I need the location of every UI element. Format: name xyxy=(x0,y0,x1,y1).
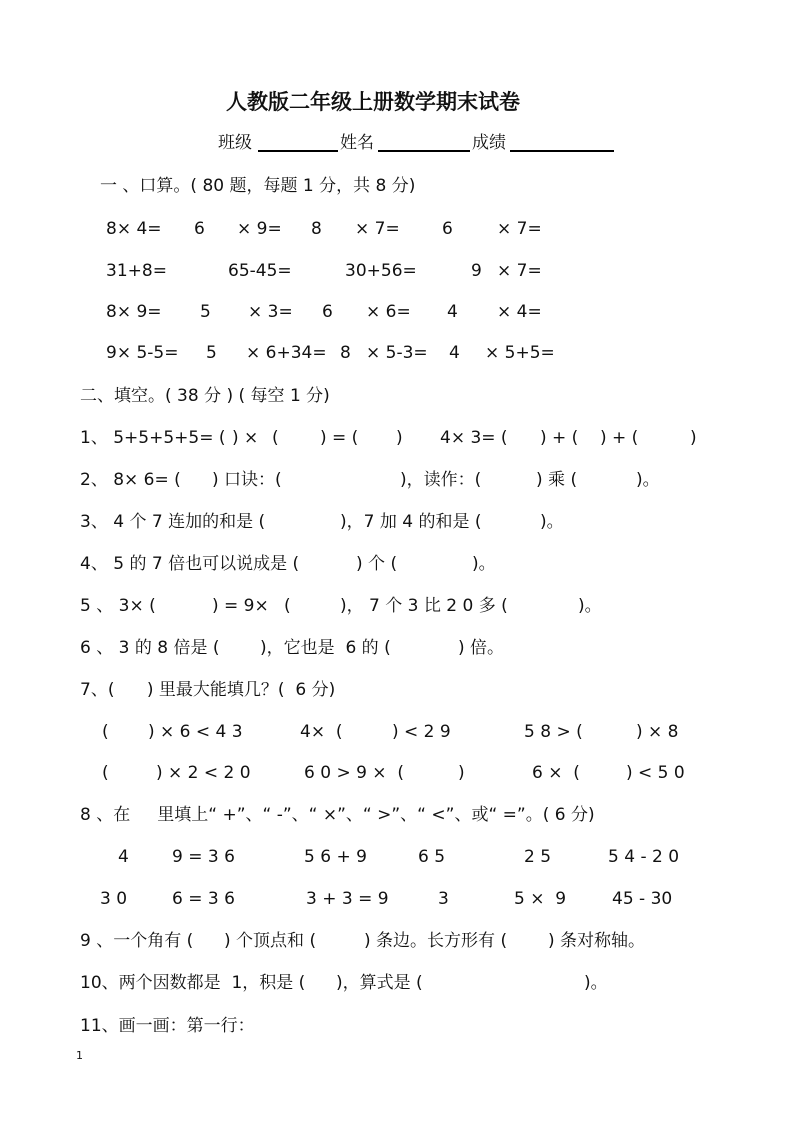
oral-item: 6 xyxy=(442,219,453,239)
oral-item: 31+8= xyxy=(106,261,167,281)
q1-part: 4× 3= ( xyxy=(440,428,508,448)
q8-item: 3 xyxy=(438,889,449,909)
q8-item: 3 0 xyxy=(100,889,128,909)
q1-part: ) + ( xyxy=(540,428,579,448)
q7-item: 5 8 > ( xyxy=(524,722,583,742)
oral-item: 8 xyxy=(311,219,322,239)
q7-item: ) < 5 0 xyxy=(626,763,685,783)
q6-part: 6 、 3 的 8 倍是 ( xyxy=(80,638,220,658)
q6-part: )，它也是 6 的 ( xyxy=(260,638,391,658)
q1-part: ( xyxy=(272,428,279,448)
q3-part: )，7 加 4 的和是 ( xyxy=(340,512,482,532)
q2-part: ) 乘 ( xyxy=(536,470,578,490)
oral-item: × 4= xyxy=(497,302,542,322)
name-label: 姓名 xyxy=(340,133,374,153)
q5-part: ) = 9× xyxy=(212,596,269,616)
q4-part: ) 个 ( xyxy=(356,554,398,574)
q7-item: ( xyxy=(102,763,109,783)
oral-item: 5 xyxy=(200,302,211,322)
oral-item: 4 xyxy=(447,302,458,322)
section2-heading: 二、填空。( 38 分 ) ( 每空 1 分) xyxy=(80,386,330,406)
exam-title: 人教版二年级上册数学期末试卷 xyxy=(226,90,520,114)
q10-part: )，算式是 ( xyxy=(336,973,423,993)
oral-item: 65-45= xyxy=(228,261,292,281)
q4-part: )。 xyxy=(472,554,496,574)
q9-part: ) 个顶点和 ( xyxy=(224,931,317,951)
name-blank[interactable] xyxy=(378,134,470,152)
q11-heading: 11、画一画：第一行： xyxy=(80,1016,255,1036)
oral-item: 8× 4= xyxy=(106,219,162,239)
oral-item: × 7= xyxy=(355,219,400,239)
oral-item: × 7= xyxy=(497,219,542,239)
q8-item: 5 6 + 9 xyxy=(304,847,367,867)
q1-part: ) + ( xyxy=(600,428,639,448)
oral-item: × 6+34= xyxy=(246,343,327,363)
q8-item: 5 4 - 2 0 xyxy=(608,847,680,867)
oral-item: 9× 5-5= xyxy=(106,343,179,363)
oral-item: × 6= xyxy=(366,302,411,322)
q7-item: ) < 2 9 xyxy=(392,722,451,742)
oral-item: × 3= xyxy=(248,302,293,322)
score-label: 成绩 xyxy=(472,133,506,153)
section1-heading: 一 、口算。( 80 题，每题 1 分，共 8 分) xyxy=(100,176,416,196)
q10-part: 10、两个因数都是 1，积是 ( xyxy=(80,973,306,993)
q3-part: 3、 4 个 7 连加的和是 ( xyxy=(80,512,266,532)
q7-item: ) × 6 < 4 3 xyxy=(148,722,243,742)
q7-item: 6 × ( xyxy=(532,763,580,783)
q8-item: 5 × 9 xyxy=(514,889,567,909)
oral-item: 8× 9= xyxy=(106,302,162,322)
oral-item: 6 xyxy=(322,302,333,322)
oral-item: × 5-3= xyxy=(366,343,428,363)
q5-part: )。 xyxy=(578,596,602,616)
q7-item: 6 0 > 9 × ( xyxy=(304,763,404,783)
oral-item: 9 xyxy=(471,261,482,281)
q1-part: ) xyxy=(690,428,697,448)
score-blank[interactable] xyxy=(510,134,614,152)
q8-item: 9 = 3 6 xyxy=(172,847,235,867)
page-number: 1 xyxy=(76,1049,83,1062)
q2-part: )。 xyxy=(636,470,660,490)
q5-part: ( xyxy=(284,596,291,616)
q7-item: 4× ( xyxy=(300,722,343,742)
oral-item: 6 xyxy=(194,219,205,239)
class-blank[interactable] xyxy=(258,134,338,152)
q3-part: )。 xyxy=(540,512,564,532)
q1-part: ) = ( xyxy=(320,428,359,448)
oral-item: 5 xyxy=(206,343,217,363)
q2-part: ) 口诀：( xyxy=(212,470,282,490)
oral-item: × 5+5= xyxy=(485,343,555,363)
q1-part: 1、 5+5+5+5= ( xyxy=(80,428,226,448)
q1-part: ) × xyxy=(232,428,259,448)
q2-part: )，读作：( xyxy=(400,470,482,490)
class-label: 班级 xyxy=(218,133,252,153)
oral-item: × 9= xyxy=(237,219,282,239)
oral-item: 4 xyxy=(449,343,460,363)
q2-part: 2、 8× 6= ( xyxy=(80,470,181,490)
q8-heading: 8 、在 里填上“ +”、“ -”、“ ×”、“ >”、“ <”、或“ =”。( 6 分) xyxy=(80,805,595,825)
q8-item: 4 xyxy=(118,847,129,867)
q4-part: 4、 5 的 7 倍也可以说成是 ( xyxy=(80,554,300,574)
q5-part: 5 、 3× ( xyxy=(80,596,156,616)
q9-part: ) 条边。长方形有 ( xyxy=(364,931,508,951)
oral-item: 30+56= xyxy=(345,261,417,281)
q8-item: 3 + 3 = 9 xyxy=(306,889,389,909)
q5-part: )， 7 个 3 比 2 0 多 ( xyxy=(340,596,508,616)
q1-part: ) xyxy=(396,428,403,448)
q6-part: ) 倍。 xyxy=(458,638,505,658)
q8-item: 6 = 3 6 xyxy=(172,889,235,909)
q10-part: )。 xyxy=(584,973,608,993)
q7-item: ( xyxy=(102,722,109,742)
oral-item: 8 xyxy=(340,343,351,363)
q7-item: ) × 2 < 2 0 xyxy=(156,763,251,783)
q9-part: ) 条对称轴。 xyxy=(548,931,646,951)
q8-item: 6 5 xyxy=(418,847,446,867)
q8-item: 2 5 xyxy=(524,847,552,867)
q7-item: ) × 8 xyxy=(636,722,679,742)
q7-heading: 7、( ) 里最大能填几？( 6 分) xyxy=(80,680,336,700)
q8-item: 45 - 30 xyxy=(612,889,673,909)
q9-part: 9 、一个角有 ( xyxy=(80,931,194,951)
q7-item: ) xyxy=(458,763,465,783)
oral-item: × 7= xyxy=(497,261,542,281)
